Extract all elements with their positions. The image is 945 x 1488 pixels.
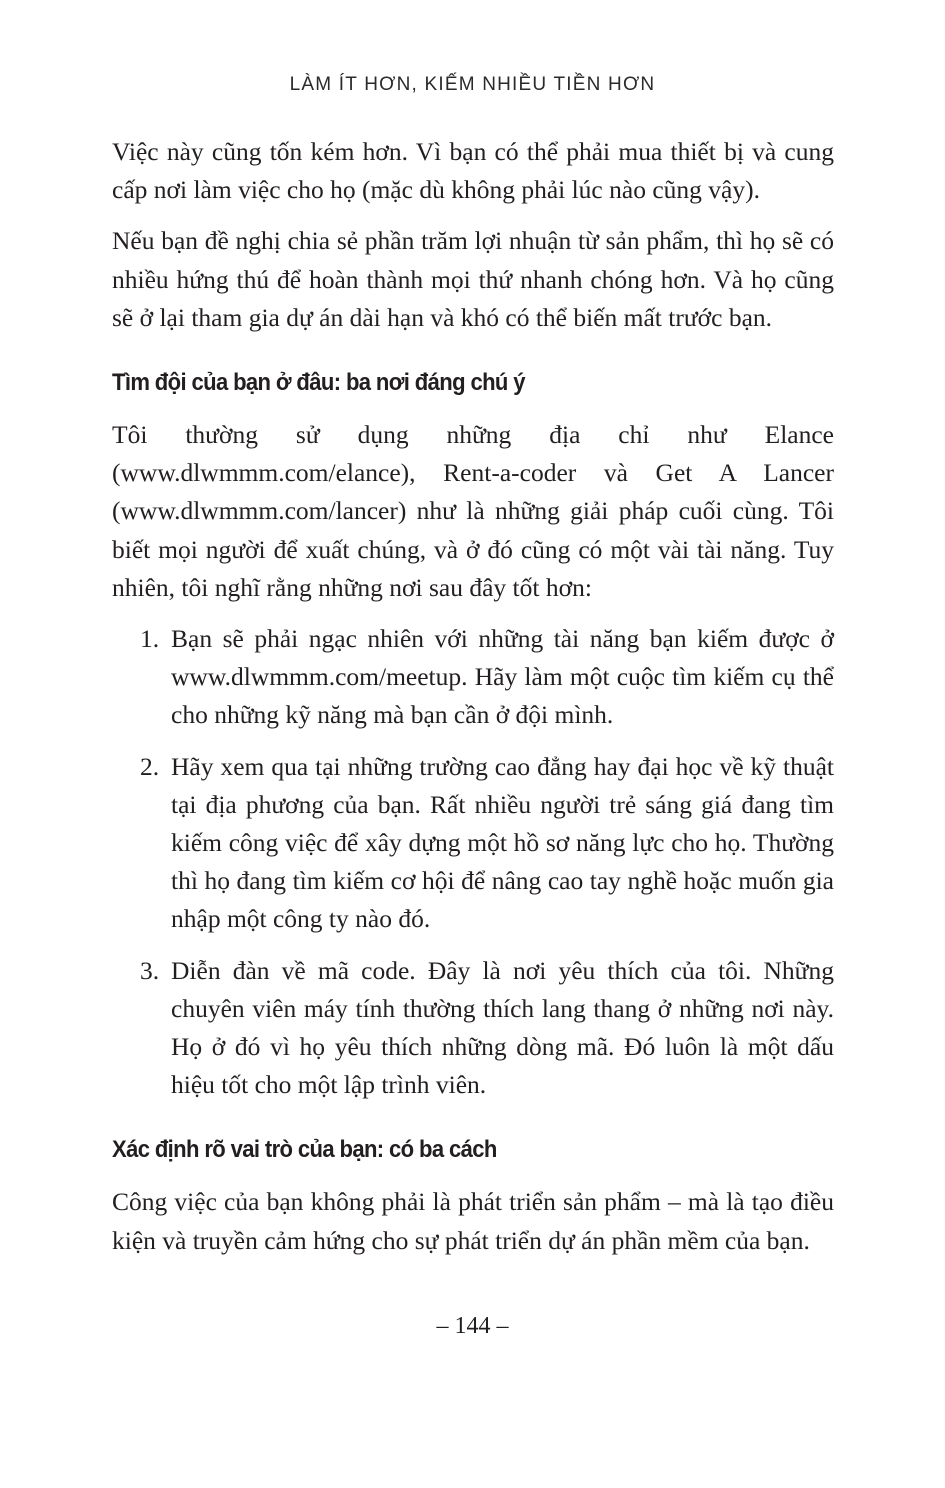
list-item-text: Diễn đàn về mã code. Đây là nơi yêu thích của tôi. Những chuyên viên máy tính thường thích lang thang ở những nơi này. Họ ở đó vì họ yêu thích những dòng mã. Đó luôn là một dấu hiệu tốt cho một lập trình viên. xyxy=(171,955,834,1100)
paragraph-intro-2: Nếu bạn đề nghị chia sẻ phần trăm lợi nhuận từ sản phẩm, thì họ sẽ có nhiều hứng thú để hoàn thành mọi thứ nhanh chóng hơn. Và họ cũng sẽ ở lại tham gia dự án dài hạn và khó có thể biến mất trước bạn. xyxy=(112,226,834,332)
paragraph-find-team: Tôi thường sử dụng những địa chỉ như Elance (www.dlwmmm.com/elance), Rent-a-coder và Get A Lancer (www.dlwmmm.com/lancer) như là những giải pháp cuối cùng. Tôi biết mọi người để xuất chúng, và ở đó cũng có một vài tài năng. Tuy nhiên, tôi nghĩ rằng những nơi sau đây tốt hơn: xyxy=(112,420,834,602)
list-item-number: 2. xyxy=(140,751,160,781)
running-header: LÀM ÍT HƠN, KIẾM NHIỀU TIỀN HƠN xyxy=(289,74,656,95)
page-number: – 144 – xyxy=(436,1313,509,1339)
list-item-number: 3. xyxy=(140,955,160,985)
list-item xyxy=(112,620,834,735)
section-heading-find-team: Tìm đội của bạn ở đâu: ba nơi đáng chú ý xyxy=(112,369,525,397)
list-item xyxy=(112,952,834,1105)
numbered-list xyxy=(112,620,834,1104)
paragraph-define-role: Công việc của bạn không phải là phát triển sản phẩm – mà là tạo điều kiện và truyền cảm hứng cho sự phát triển dự án phần mềm của bạn. xyxy=(112,1187,834,1255)
list-item-text: Bạn sẽ phải ngạc nhiên với những tài năng bạn kiếm được ở www.dlwmmm.com/meetup. Hãy làm một cuộc tìm kiếm cụ thể cho những kỹ năng mà bạn cần ở đội mình. xyxy=(171,624,834,730)
list-item-text: Hãy xem qua tại những trường cao đẳng hay đại học về kỹ thuật tại địa phương của bạn. Rất nhiều người trẻ sáng giá đang tìm kiếm công việc để xây dựng một hồ sơ năng lực cho họ. Thường thì họ đang tìm kiếm cơ hội để nâng cao tay nghề hoặc muốn gia nhập một công ty nào đó. xyxy=(171,751,834,934)
list-item xyxy=(112,748,834,939)
section-heading-define-role: Xác định rõ vai trò của bạn: có ba cách xyxy=(112,1136,497,1164)
page-content xyxy=(112,133,834,1273)
list-item-number: 1. xyxy=(140,624,160,654)
paragraph-intro-1: Việc này cũng tốn kém hơn. Vì bạn có thể phải mua thiết bị và cung cấp nơi làm việc cho họ (mặc dù không phải lúc nào cũng vậy). xyxy=(112,137,834,205)
